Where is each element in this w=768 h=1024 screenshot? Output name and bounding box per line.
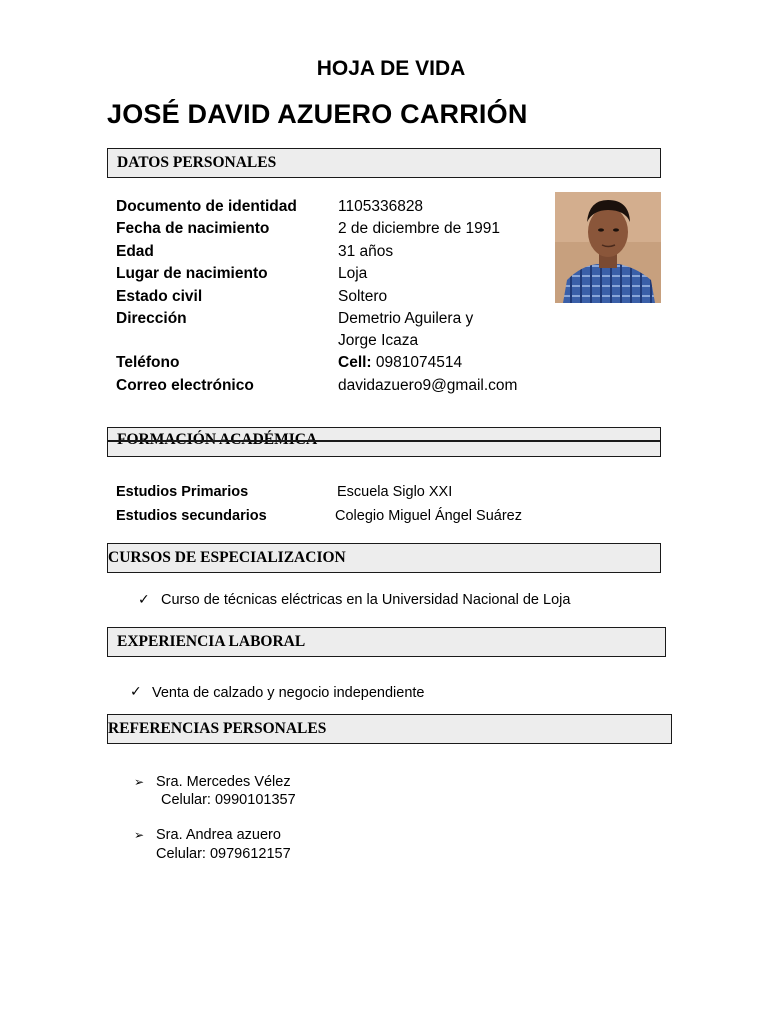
reference-1-phone: Celular: 0990101357 bbox=[161, 792, 296, 808]
person-name: JOSÉ DAVID AZUERO CARRIÓN bbox=[107, 99, 528, 129]
email-label: Correo electrónico bbox=[116, 377, 254, 394]
id-value: 1105336828 bbox=[338, 198, 424, 215]
email-value[interactable]: davidazuero9@gmail.com bbox=[338, 377, 518, 394]
address-line-1: Demetrio Aguilera y bbox=[338, 310, 474, 327]
address-label: Dirección bbox=[116, 310, 187, 327]
section-title-academic: FORMACIÓN ACADÉMICA bbox=[117, 431, 318, 448]
birthplace-label: Lugar de nacimiento bbox=[116, 265, 268, 282]
section-header-courses bbox=[107, 543, 661, 573]
age-label: Edad bbox=[116, 243, 154, 260]
birthplace-value: Loja bbox=[338, 265, 368, 282]
primary-studies-label: Estudios Primarios bbox=[116, 484, 249, 500]
phone-value: 0981074514 bbox=[375, 354, 463, 371]
civil-status-value: Soltero bbox=[338, 288, 388, 305]
phone-value-row bbox=[338, 354, 462, 372]
arrow-bullet-icon: ➢ bbox=[134, 828, 145, 842]
reference-2-phone: Celular: 0979612157 bbox=[156, 846, 291, 862]
document-title: HOJA DE VIDA bbox=[316, 57, 466, 80]
check-icon: ✓ bbox=[130, 683, 142, 699]
section-title-experience: EXPERIENCIA LABORAL bbox=[117, 633, 306, 650]
id-label: Documento de identidad bbox=[116, 198, 297, 215]
secondary-studies-value: Colegio Miguel Ángel Suárez bbox=[335, 508, 522, 524]
secondary-studies-label: Estudios secundarios bbox=[116, 508, 267, 524]
age-value: 31 años bbox=[338, 243, 394, 260]
birth-date-label: Fecha de nacimiento bbox=[116, 220, 270, 237]
section-header-experience bbox=[107, 627, 666, 657]
arrow-bullet-icon: ➢ bbox=[134, 775, 145, 789]
section-title-references: REFERENCIAS PERSONALES bbox=[108, 720, 327, 737]
address-line-2: Jorge Icaza bbox=[338, 332, 419, 349]
civil-status-label: Estado civil bbox=[116, 288, 203, 305]
section-header-academic bbox=[107, 427, 661, 457]
reference-2-name: Sra. Andrea azuero bbox=[156, 827, 281, 843]
birth-date-value: 2 de diciembre de 1991 bbox=[338, 220, 501, 237]
experience-item: Venta de calzado y negocio independiente bbox=[152, 685, 425, 701]
check-icon: ✓ bbox=[138, 591, 150, 607]
section-divider-line bbox=[108, 440, 660, 442]
phone-prefix: Cell: bbox=[338, 354, 372, 371]
primary-studies-value: Escuela Siglo XXI bbox=[337, 484, 453, 500]
profile-photo bbox=[555, 192, 661, 303]
phone-label: Teléfono bbox=[116, 354, 180, 371]
reference-1-name: Sra. Mercedes Vélez bbox=[156, 774, 291, 790]
section-title-courses: CURSOS DE ESPECIALIZACION bbox=[108, 549, 346, 566]
course-item: Curso de técnicas eléctricas en la Universidad Nacional de Loja bbox=[161, 592, 571, 608]
section-header-personal bbox=[107, 148, 661, 178]
profile-photo-image bbox=[555, 192, 661, 303]
section-title-personal: DATOS PERSONALES bbox=[117, 154, 277, 171]
section-header-references bbox=[107, 714, 672, 744]
